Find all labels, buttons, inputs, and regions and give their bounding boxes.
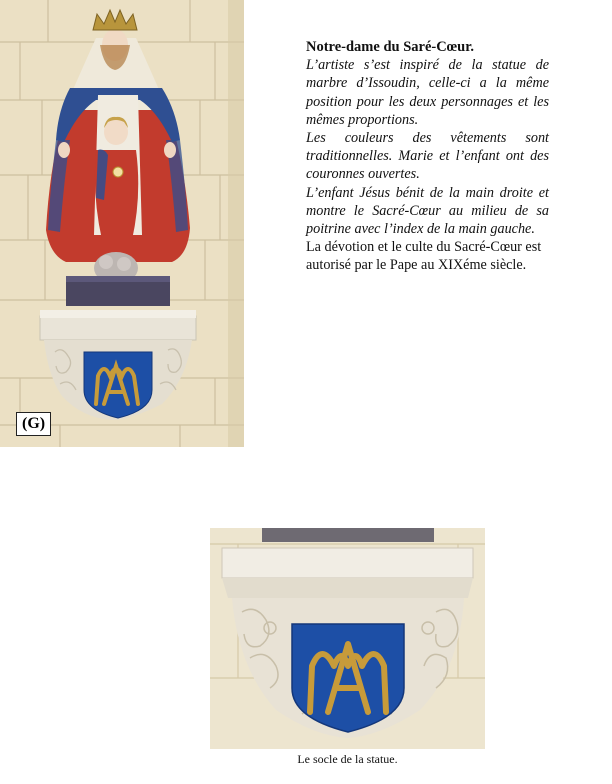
paragraph-inspiration: L’artiste s’est inspiré de la statue de marbre d’Issoudin, celle-ci a la même position pour les deux personnages et les mêmes proportions. [306,57,549,128]
base-photo-caption: Le socle de la statue. [297,752,398,766]
paragraph-devotion: La dévotion et le culte du Sacré-Cœur est autorisé par le Pape au XIXéme siècle. [306,239,542,274]
statue-base-photo [210,528,485,749]
article-text [306,38,549,275]
paragraph-blessing: L’enfant Jésus bénit de la main droite et montre le Sacré-Cœur au milieu de sa poitrine avec l’index de la main gauche. [306,184,549,238]
statue-photo-image [0,0,244,447]
paragraph-colors: Les couleurs des vêtements sont traditionnelles. Marie et l’enfant ont des couronnes ouvertes. [306,130,549,183]
statue-photo [0,0,244,447]
photo-label-g: (G) [16,412,51,436]
statue-base-photo-image [210,528,485,749]
article-title: Notre-dame du Saré-Cœur. [306,39,474,55]
